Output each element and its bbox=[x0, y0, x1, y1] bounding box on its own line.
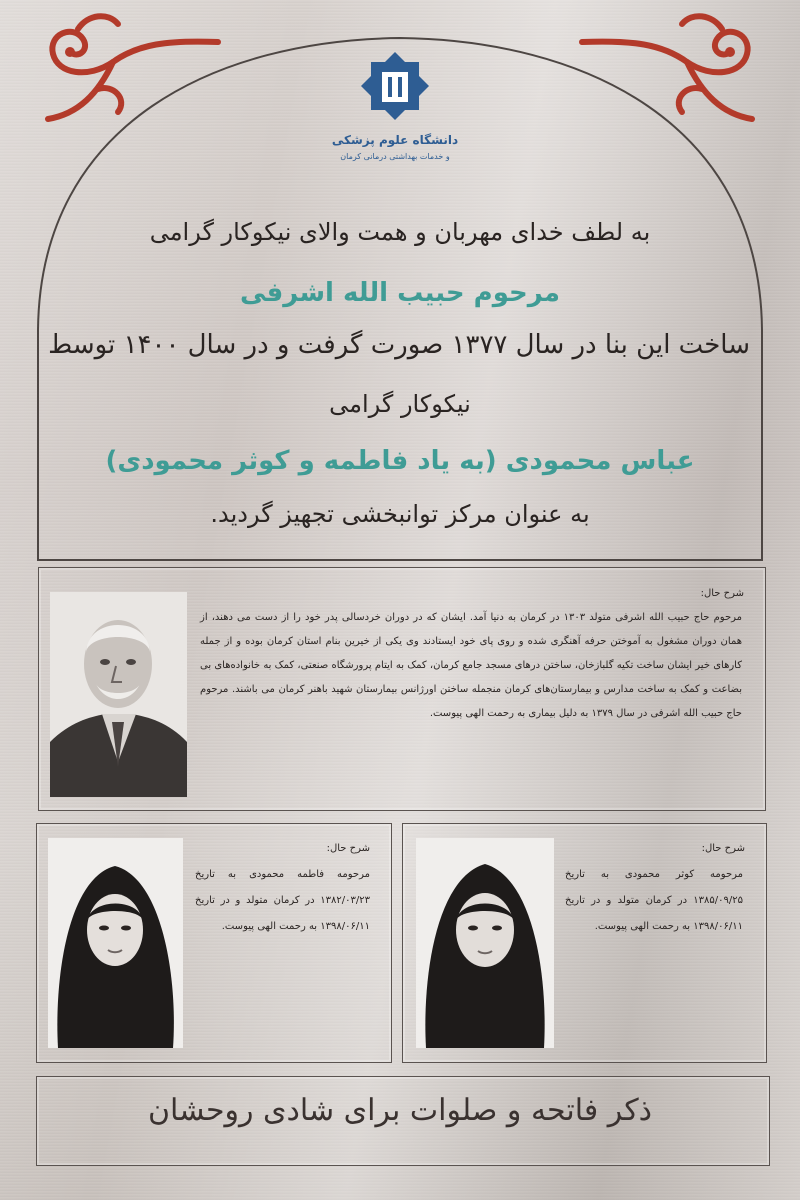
donor-name-2: عباس محمودی (به یاد فاطمه و کوثر محمودی) bbox=[105, 446, 695, 476]
portrait-fatemeh-photo bbox=[48, 838, 183, 1048]
biography-heading-main: شرح حال: bbox=[700, 588, 744, 599]
dedication-line-6: به عنوان مرکز توانبخشی تجهیز گردید. bbox=[210, 500, 590, 528]
dedication-line-1: به لطف خدای مهربان و همت والای نیکوکار گرامی bbox=[149, 218, 651, 246]
donor-name-1: مرحوم حبیب الله اشرفی bbox=[239, 278, 561, 308]
university-name: دانشگاه علوم پزشکی bbox=[331, 133, 459, 147]
medical-university-logo-icon bbox=[355, 50, 435, 126]
university-subtitle: و خدمات بهداشتی درمانی کرمان bbox=[340, 152, 450, 161]
closing-calligraphy: ذکر فاتحه و صلوات برای شادی روحشان bbox=[148, 1093, 652, 1128]
biography-heading-fatemeh: شرح حال: bbox=[326, 843, 370, 854]
portrait-man-photo bbox=[50, 592, 187, 797]
biography-text-kowsar: مرحومه کوثر محمودی به تاریخ ۱۳۸۵/۰۹/۲۵ در کرمان متولد و در تاریخ ۱۳۹۸/۰۶/۱۱ به رحمت الهی پیوست. bbox=[565, 869, 743, 932]
dedication-line-4: نیکوکار گرامی bbox=[329, 390, 471, 418]
dedication-line-3: ساخت این بنا در سال ۱۳۷۷ صورت گرفت و در سال ۱۴۰۰ توسط bbox=[48, 330, 750, 360]
biography-text-main: مرحوم حاج حبیب الله اشرفی متولد ۱۳۰۳ در کرمان به دنیا آمد. ایشان که در دوران خردسالی پدر خود را از دست می دهند، از همان دوران مشغول به آموختن حرفه آهنگری شده و روی پای خود ایستادند وی یکی از خیرین بنام استان کرمان بوده و از جمله کارهای خیر ایشان ساخت تکیه گلبازخان، ساختن درهای مسجد جامع کرمان، کمک به ایتام پرورشگاه صنعتی، کمک به خانواده‌های بی بضاعت و کمک به ساخت مدارس و بیمارستان‌های کرمان منجمله ساختن اورژانس بیمارستان شهید باهنر کرمان می باشند. مرحوم حاج حبیب الله اشرفی در سال ۱۳۷۹ به دلیل بیماری به رحمت الهی پیوست. bbox=[200, 612, 742, 719]
portrait-kowsar-photo bbox=[416, 838, 554, 1048]
biography-heading-kowsar: شرح حال: bbox=[701, 843, 745, 854]
biography-text-fatemeh: مرحومه فاطمه محمودی به تاریخ ۱۳۸۲/۰۳/۲۳ در کرمان متولد و در تاریخ ۱۳۹۸/۰۶/۱۱ به رحمت الهی پیوست. bbox=[195, 869, 370, 932]
